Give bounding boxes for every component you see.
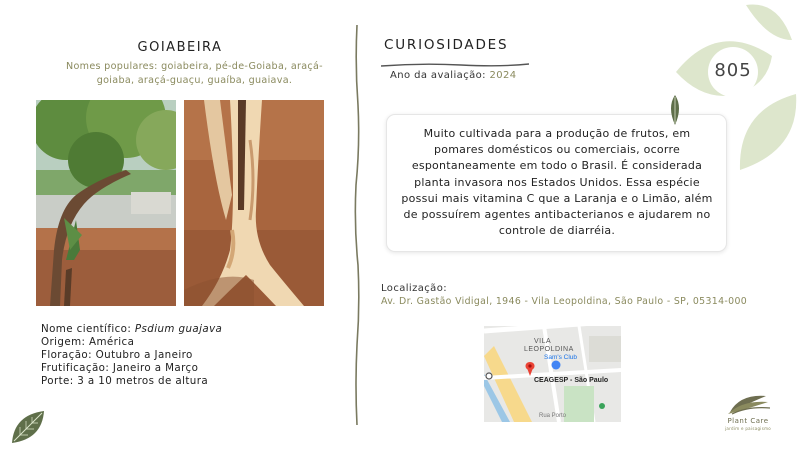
leaf-icon bbox=[667, 95, 683, 125]
origin: Origem: América bbox=[41, 336, 135, 348]
map-bottom-label: Rua Porto bbox=[539, 413, 567, 419]
column-divider bbox=[352, 25, 362, 425]
leaf-icon bbox=[10, 409, 46, 445]
logo-name: Plant Care bbox=[727, 417, 769, 425]
flowering: Floração: Outubro a Janeiro bbox=[41, 349, 193, 361]
map-place-label: CEAGESP - São Paulo bbox=[534, 377, 609, 384]
scientific-name-label: Nome científico: bbox=[41, 323, 135, 335]
location-label: Localização: bbox=[381, 283, 447, 294]
evaluation-year bbox=[390, 70, 517, 81]
map-district-line1: VILA bbox=[534, 338, 552, 345]
tree-photo bbox=[36, 100, 176, 306]
badge-number: 805 bbox=[714, 60, 752, 81]
curiosities-heading: CURIOSIDADES bbox=[384, 37, 509, 53]
plant-facts bbox=[41, 323, 222, 388]
map-district-line2: LEOPOLDINA bbox=[524, 346, 574, 353]
location-map[interactable] bbox=[484, 326, 621, 422]
map-poi-label: Sam's Club bbox=[544, 354, 578, 361]
logo-tagline: jardim e paisagismo bbox=[724, 426, 772, 431]
year-label: Ano da avaliação: bbox=[390, 70, 490, 81]
year-value: 2024 bbox=[489, 70, 517, 81]
location-address: Av. Dr. Gastão Vidigal, 1946 - Vila Leopoldina, São Paulo - SP, 05314-000 bbox=[381, 296, 748, 307]
size: Porte: 3 a 10 metros de altura bbox=[41, 375, 209, 387]
heading-underline bbox=[381, 53, 529, 59]
leaf-cluster-decoration bbox=[668, 0, 800, 180]
curiosity-text: Muito cultivada para a produção de frutos, em pomares domésticos ou comerciais, ocorre espontaneamente em todo o Brasil. É considerada planta invasora nos Estados Unidos. Essa espécie possui mais vitamina C que a Laranja e o Limão, além de possuírem agentes antibacterianos e ajudarem no controle de diarréia. bbox=[401, 127, 713, 238]
popular-names: Nomes populares: goiabeira, pé-de-Goiaba, araçá-goiaba, araçá-guaçu, guaíba, guaiava. bbox=[66, 61, 323, 86]
fruiting: Frutificação: Janeiro a Março bbox=[41, 362, 199, 374]
trunk-photo bbox=[184, 100, 324, 306]
scientific-name: Psdium guajava bbox=[134, 323, 223, 335]
plant-title: GOIABEIRA bbox=[137, 40, 223, 55]
scientific-name-row bbox=[41, 323, 222, 336]
